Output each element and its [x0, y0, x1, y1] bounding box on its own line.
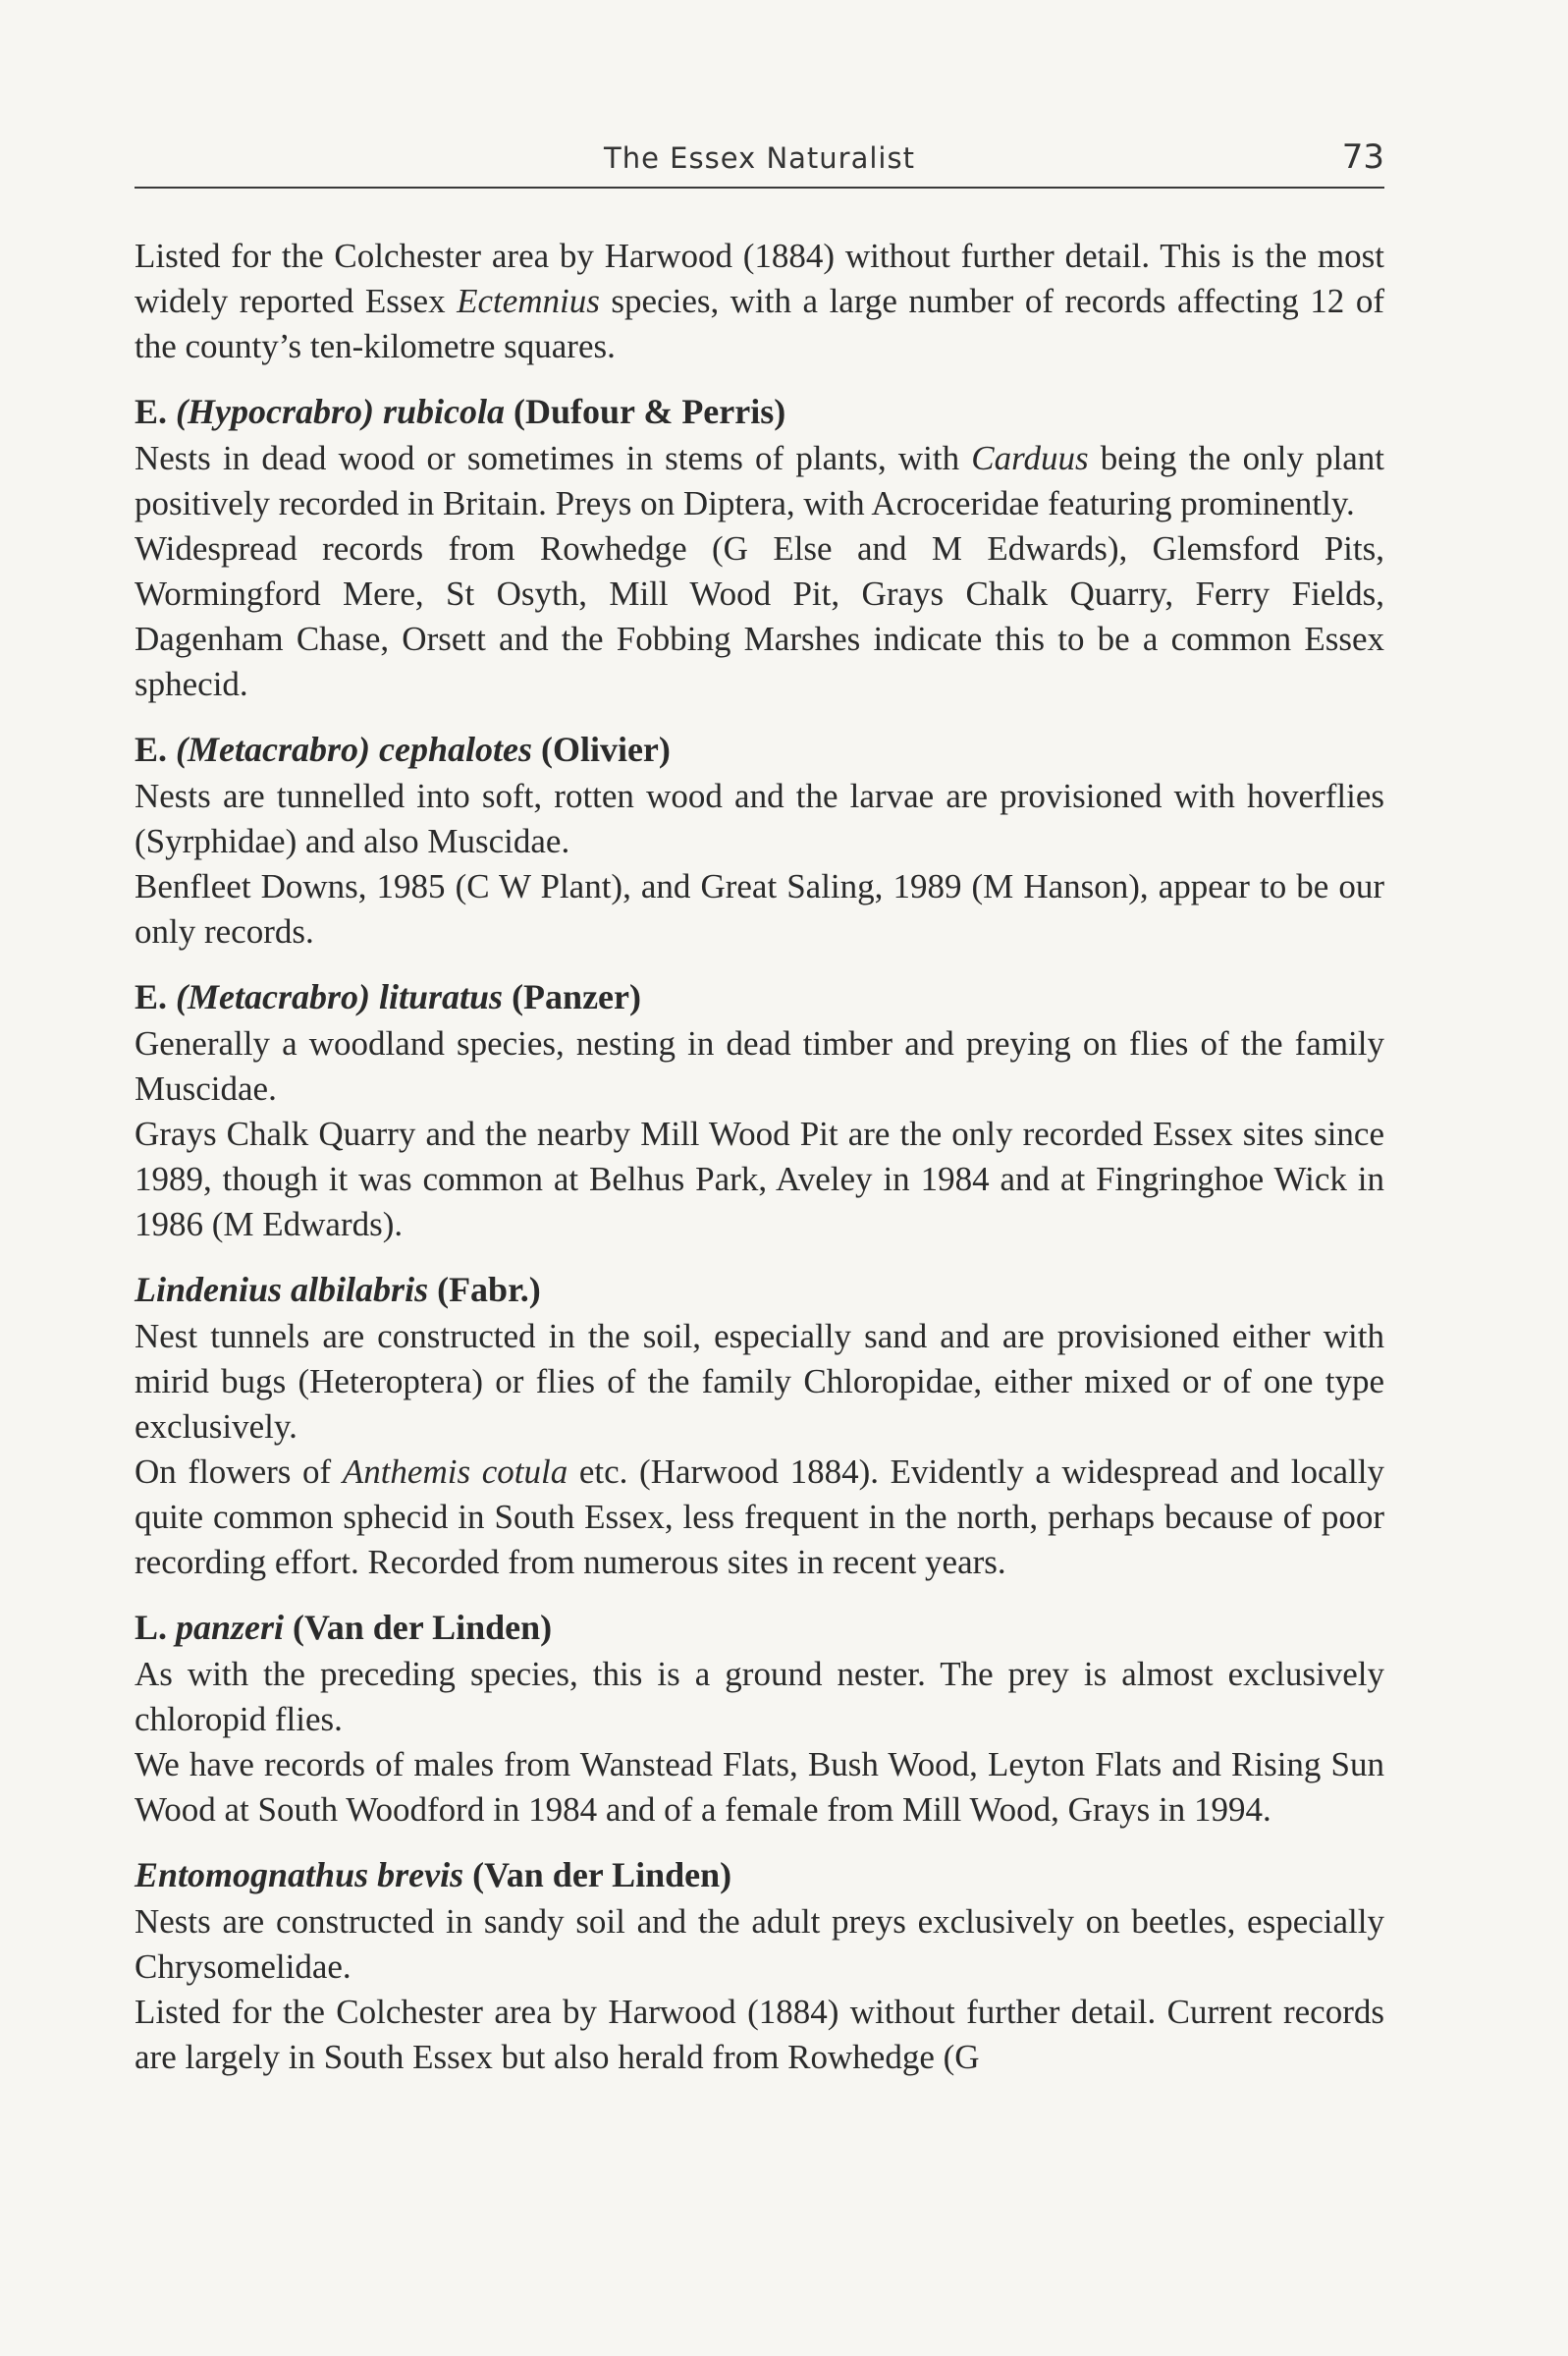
intro-section	[135, 234, 1384, 369]
paragraph: Nests in dead wood or sometimes in stems of plants, with Carduus being the only plant positively recorded in Britain. Preys on Diptera, with Acroceridae featuring prominently.	[135, 439, 1384, 522]
paragraph: As with the preceding species, this is a ground nester. The prey is almost exclusively chloropid flies.	[135, 1655, 1384, 1738]
journal-title: The Essex Naturalist	[604, 141, 915, 175]
paragraph: Grays Chalk Quarry and the nearby Mill Wood Pit are the only recorded Essex sites since 1989, though it was common at Belhus Park, Aveley in 1984 and at Fingringhoe Wick in 1986 (M Edwards).	[135, 1115, 1384, 1243]
paragraph: Listed for the Colchester area by Harwood (1884) without further detail. Current records are largely in South Essex but also herald from Rowhedge (G	[135, 1993, 1384, 2076]
species-heading: E. (Metacrabro) cephalotes (Olivier)	[135, 730, 671, 769]
species-heading: E. (Hypocrabro) rubicola (Dufour & Perris)	[135, 392, 786, 431]
paragraph: Benfleet Downs, 1985 (C W Plant), and Great Saling, 1989 (M Hanson), appear to be our only records.	[135, 867, 1384, 951]
paragraph: Listed for the Colchester area by Harwood (1884) without further detail. This is the most widely reported Essex Ectemnius species, with a large number of records affecting 12 of the county’s ten-kilometre squares.	[135, 237, 1384, 365]
species-entry-brevis	[135, 1850, 1384, 2080]
species-heading: E. (Metacrabro) lituratus (Panzer)	[135, 977, 641, 1016]
species-entry-lituratus	[135, 972, 1384, 1247]
species-entry-albilabris	[135, 1265, 1384, 1585]
page-number: 73	[1341, 137, 1384, 177]
paragraph: Nests are tunnelled into soft, rotten wood and the larvae are provisioned with hoverflies (Syrphidae) and also Muscidae.	[135, 777, 1384, 860]
species-heading: Entomognathus brevis (Van der Linden)	[135, 1855, 732, 1894]
species-entry-cephalotes	[135, 725, 1384, 955]
paragraph: Nests are constructed in sandy soil and the adult preys exclusively on beetles, especially Chrysomelidae.	[135, 1902, 1384, 1986]
paragraph: On flowers of Anthemis cotula etc. (Harwood 1884). Evidently a widespread and locally quite common sphecid in South Essex, less frequent in the north, perhaps because of poor recording effort. Recorded from numerous sites in recent years.	[135, 1452, 1384, 1581]
paragraph: We have records of males from Wanstead Flats, Bush Wood, Leyton Flats and Rising Sun Wood at South Woodford in 1984 and of a female from Mill Wood, Grays in 1994.	[135, 1745, 1384, 1829]
paragraph: Nest tunnels are constructed in the soil, especially sand and are provisioned either with mirid bugs (Heteroptera) or flies of the family Chloropidae, either mixed or of one type exclusively.	[135, 1317, 1384, 1446]
species-heading: L. panzeri (Van der Linden)	[135, 1608, 553, 1647]
species-entry-rubicola	[135, 387, 1384, 707]
species-entry-panzeri	[135, 1603, 1384, 1833]
paragraph: Generally a woodland species, nesting in dead timber and preying on flies of the family Muscidae.	[135, 1024, 1384, 1108]
article-body	[135, 234, 1384, 2080]
paragraph: Widespread records from Rowhedge (G Else and M Edwards), Glemsford Pits, Wormingford Mere, St Osyth, Mill Wood Pit, Grays Chalk Quarry, Ferry Fields, Dagenham Chase, Orsett and the Fobbing Marshes indicate this to be a common Essex sphecid.	[135, 529, 1384, 703]
running-header	[135, 137, 1384, 189]
species-heading: Lindenius albilabris (Fabr.)	[135, 1270, 541, 1309]
